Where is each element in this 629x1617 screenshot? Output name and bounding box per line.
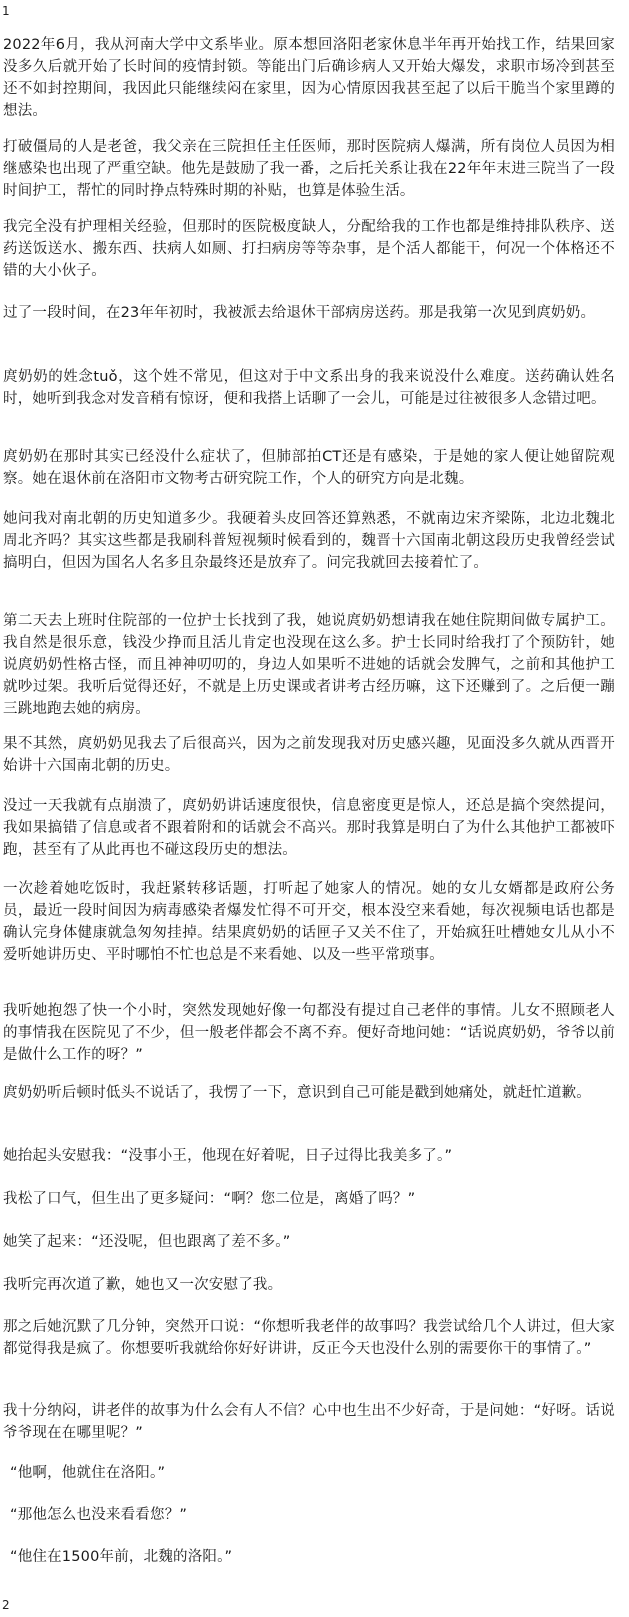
- paragraph: 一次趁着她吃饭时，我赶紧转移话题，打听起了她家人的情况。她的女儿女婿都是政府公务员，最近一段时间因为病毒感染者爆发忙得不可开交，根本没空来看她，每次视频电话也都是确认完身体健康就急匆匆挂掉。结果庹奶奶的话匣子又关不住了，开始疯狂吐槽她女儿从小不爱听她讲历史、平时哪怕不忙也总是不来看她、以及一些平常琐事。: [3, 881, 615, 963]
- paragraph: 第二天去上班时住院部的一位护士长找到了我，她说庹奶奶想请我在她住院期间做专属护工。我自然是很乐意，钱没少挣而且活儿肯定也没现在这么多。护士长同时给我打了个预防针，她说庹奶奶性格古怪，而且神神叨叨的，身边人如果听不进她的话就会发脾气，之前和其他护工就吵过架。我听后觉得还好，不就是上历史课或者讲考古经历嘛，这下还赚到了。之后便一蹦三跳地跑去她的病房。: [3, 613, 615, 717]
- paragraph: 庹奶奶的姓念tuǒ，这个姓不常见，但这对于中文系出身的我来说没什么难度。送药确认姓名时，她听到我念对发音稍有惊讶，便和我搭上话聊了一会儿，可能是过往被很多人念错过吧。: [3, 369, 615, 407]
- paragraph: 我听她抱怨了快一个小时，突然发现她好像一句都没有提过自己老伴的事情。儿女不照顾老人的事情我在医院见了不少，但一般老伴都会不离不弃。便好奇地问她：“话说庹奶奶，爷爷以前是做什么工作的呀？”: [3, 1003, 615, 1063]
- paragraph: 我十分纳闷，讲老伴的故事为什么会有人不信？心中也生出不少好奇，于是问她：“好呀。话说爷爷现在在哪里呢？”: [3, 1403, 615, 1441]
- paragraph: 2022年6月，我从河南大学中文系毕业。原本想回洛阳老家休息半年再开始找工作，结果回家没多久后就开始了长时间的疫情封锁。等能出门后确诊病人又开始大爆发，求职市场冷到甚至还不如封控期间，我因此只能继续闷在家里，因为心情原因我甚至起了以后干脆当个家里蹲的想法。: [3, 37, 615, 119]
- paragraph: 我完全没有护理相关经验，但那时的医院极度缺人，分配给我的工作也都是维持排队秩序、送药送饭送水、搬东西、扶病人如厕、打扫病房等等杂事，是个活人都能干，何况一个体格还不错的大小伙子。: [3, 219, 615, 279]
- paragraph: 过了一段时间，在23年年初时，我被派去给退休干部病房送药。那是我第一次见到庹奶奶。: [3, 305, 596, 321]
- paragraph: 那之后她沉默了几分钟，突然开口说：“你想听我老伴的故事吗？我尝试给几个人讲过，但大家都觉得我是疯了。你想要听我就给你好好讲讲，反正今天也没什么别的需要你干的事情了。”: [3, 1319, 615, 1357]
- paragraph: 庹奶奶听后顿时低头不说话了，我愣了一下，意识到自己可能是戳到她痛处，就赶忙道歉。: [3, 1085, 591, 1101]
- paragraph: 她问我对南北朝的历史知道多少。我硬着头皮回答还算熟悉，不就南边宋齐梁陈，北边北魏北周北齐吗？其实这些都是我刷科普短视频时候看到的，魏晋十六国南北朝这段历史我曾经尝试搞明白，但因为国名人名多且杂最终还是放弃了。问完我就回去接着忙了。: [3, 511, 615, 571]
- paragraph: 我听完再次道了歉，她也又一次安慰了我。: [3, 1277, 283, 1293]
- paragraph: 没过一天我就有点崩溃了，庹奶奶讲话速度很快，信息密度更是惊人，还总是搞个突然提问，我如果搞错了信息或者不跟着附和的话就会不高兴。那时我算是明白了为什么其他护工都被吓跑，甚至有了从此再也不碰这段历史的想法。: [3, 798, 615, 858]
- paragraph: 她笑了起来：“还没呢，但也跟离了差不多。”: [3, 1234, 291, 1250]
- dialogue-line: “他住在1500年前，北魏的洛阳。”: [10, 1549, 233, 1565]
- page-number-top: 1: [2, 4, 10, 18]
- paragraph: 庹奶奶在那时其实已经没什么症状了，但肺部拍CT还是有感染，于是她的家人便让她留院观察。她在退休前在洛阳市文物考古研究院工作，个人的研究方向是北魏。: [3, 449, 615, 487]
- paragraph: 我松了口气，但生出了更多疑问：“啊？您二位是，离婚了吗？”: [3, 1191, 416, 1207]
- dialogue-line: “他啊，他就住在洛阳。”: [10, 1465, 166, 1481]
- page-number-bottom: 2: [2, 1598, 10, 1612]
- paragraph: 她抬起头安慰我：“没事小王，他现在好着呢，日子过得比我美多了。”: [3, 1148, 453, 1164]
- dialogue-line: “那他怎么也没来看看您？”: [10, 1507, 188, 1523]
- paragraph: 打破僵局的人是老爸，我父亲在三院担任主任医师，那时医院病人爆满，所有岗位人员因为相继感染也出现了严重空缺。他先是鼓励了我一番，之后托关系让我在22年年末进三院当了一段时间护工，帮忙的同时挣点特殊时期的补贴，也算是体验生活。: [3, 139, 615, 199]
- paragraph: 果不其然，庹奶奶见我去了后很高兴，因为之前发现我对历史感兴趣，见面没多久就从西晋开始讲十六国南北朝的历史。: [3, 736, 615, 774]
